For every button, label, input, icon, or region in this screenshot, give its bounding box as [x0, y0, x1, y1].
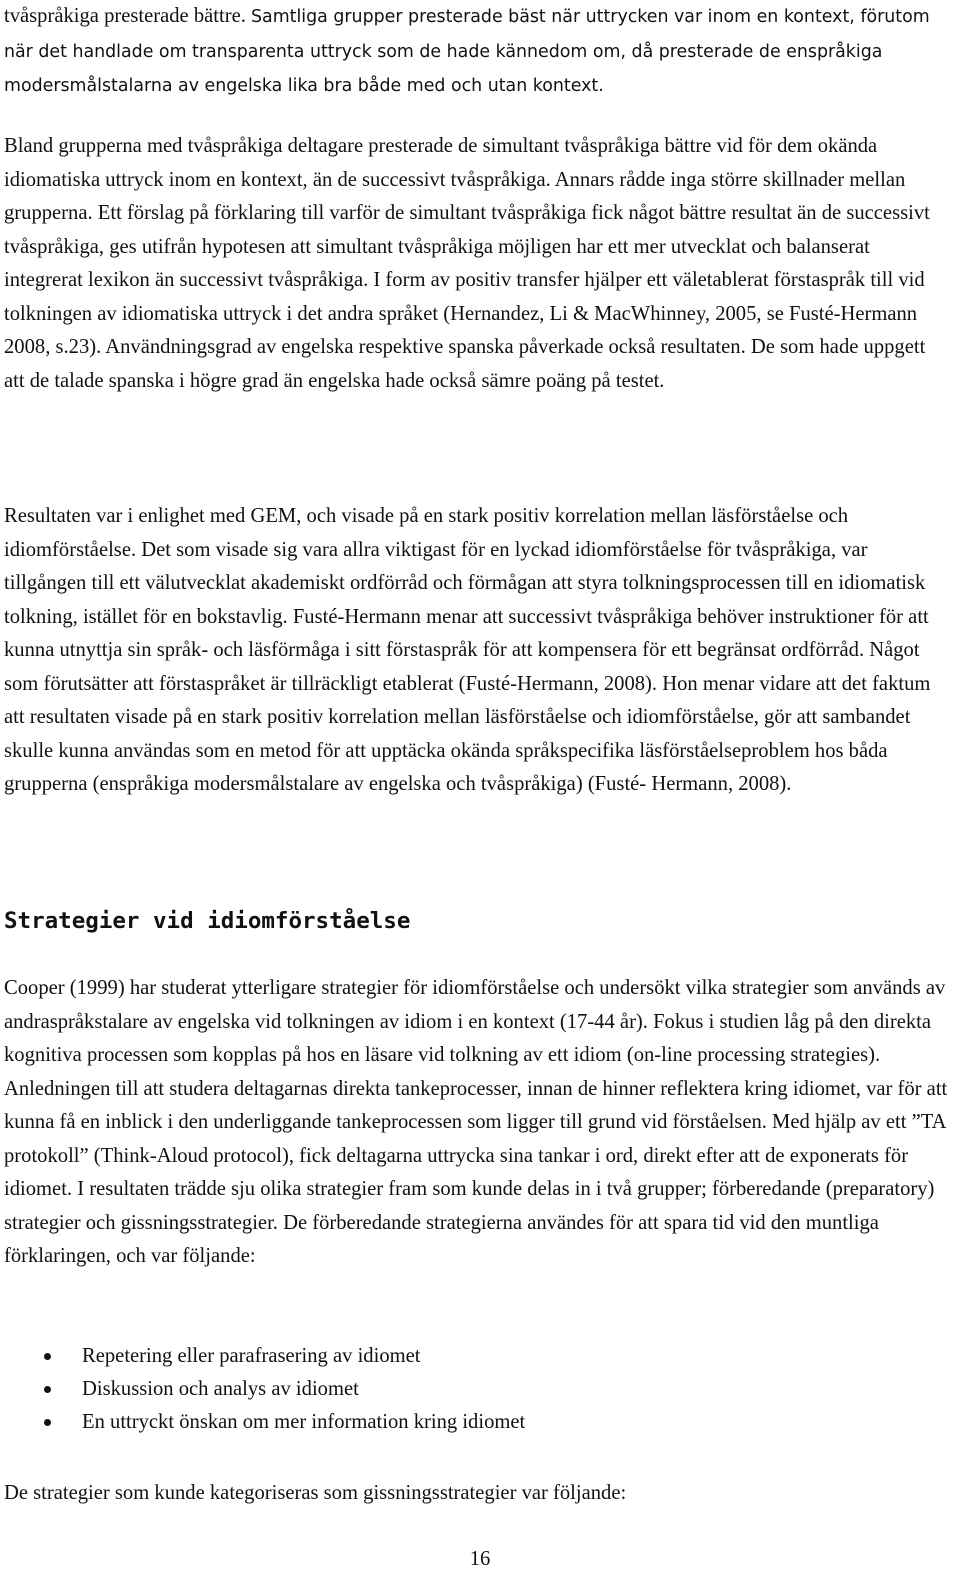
paragraph-guessing-strategies: De strategier som kunde kategoriseras som gissningsstrategier var följande:	[4, 1482, 627, 1504]
paragraph-cooper-study: Cooper (1999) har studerat ytterligare strategier för idiomförståelse och undersökt vilka strategier som används av andraspråkstalare av engelska vid tolkningen av idiom i en kontext (17-44 år). Fokus i studien låg på den direkta kognitiva processen som kopplas på hos en läsare vid tolkning av ett idiom (on-line processing strategies). Anledningen till att studera deltagarnas direkta tankeprocesser, innan de hinner reflektera kring idiomet, var för att kunna få en inblick i den underliggande tankeprocessen som ligger till grund vid förståelsen. Med hjälp av ett ”TA protokoll” (Think-Aloud protocol), fick deltagarna uttrycka sina tankar i ord, direkt efter att de exponerats för idiomet. I resultaten trädde sju olika strategier fram som kunde delas in i två grupper; förberedande (preparatory) strategier och gissningsstrategier. De förberedande strategierna användes för att spara tid vid den muntliga förklaringen, och var följande:	[4, 977, 948, 1267]
paragraph-continuation: tvåspråkiga presterade bättre.	[4, 5, 252, 27]
paragraph-gem-results: Resultaten var i enlighet med GEM, och visade på en stark positiv korrelation mellan läsförståelse och idiomförståelse. Det som visade sig vara allra viktigast för en lyckad idiomförståelse för tvåspråkiga, var tillgången till ett välutvecklat akademiskt ordförråd och förmågan att styra tolkningsprocessen till en idiomatisk tolkning, istället för en bokstavlig. Fusté-Hermann menar att successivt tvåspråkiga behöver instruktioner för att kunna utnyttja sin språk- och läsförmåga i sitt förstaspråk för att kompensera för ett begränsat ordförråd. Något som förutsätter att förstaspråket är tillräckligt etablerat (Fusté-Hermann, 2008). Hon menar vidare att det faktum att resultaten visade på en stark positiv korrelation mellan läsförståelse och idiomförståelse, gör att sambandet skulle kunna användas som en metod för att upptäcka okända språkspecifika läsförståelseproblem hos båda grupperna (enspråkiga modersmålstalare av engelska och tvåspråkiga) (Fusté- Hermann, 2008).	[4, 505, 931, 795]
list-item-text: En uttryckt önskan om mer information kring idiomet	[82, 1411, 526, 1433]
list-item	[4, 1373, 904, 1406]
paragraph-bilingual-groups: Bland grupperna med tvåspråkiga deltagare presterade de simultant tvåspråkiga bättre vid för dem okända idiomatiska uttryck inom en kontext, än de successivt tvåspråkiga. Annars rådde inga större skillnader mellan grupperna. Ett förslag på förklaring till varför de simultant tvåspråkiga fick något bättre resultat än de successivt tvåspråkiga, ges utifrån hypotesen att simultant tvåspråkiga möjligen har ett mer utvecklat och balanserat integrerat lexikon än successivt tvåspråkiga. I form av positiv transfer hjälper ett väletablerat förstaspråk till vid tolkningen av idiomatiska uttryck i det andra språket (Hernandez, Li & MacWhinney, 2005, se Fusté-Hermann 2008, s.23). Användningsgrad av engelska respektive spanska påverkade också resultaten. De som hade uppgett att de talade spanska i högre grad än engelska hade också sämre poäng på testet.	[4, 135, 930, 392]
page-number: 16	[469, 1548, 491, 1570]
strategy-bullet-list	[4, 1340, 904, 1439]
list-item-text: Diskussion och analys av idiomet	[82, 1378, 359, 1400]
list-item	[4, 1406, 904, 1439]
list-item-text: Repetering eller parafrasering av idiomet	[82, 1345, 421, 1367]
list-item	[4, 1340, 904, 1373]
bullet-icon	[44, 1419, 51, 1426]
bullet-icon	[44, 1353, 51, 1360]
paragraph-results-summary	[4, 0, 949, 104]
paragraph-sans-text: Samtliga grupper presterade bäst när uttrycken var inom en kontext, förutom när det handlade om transparenta uttryck som de hade kännedom om, då presterade de enspråkiga modersmålstalarna av engelska lika bra både med och utan kontext.	[4, 7, 930, 96]
section-heading: Strategier vid idiomförståelse	[4, 908, 411, 934]
bullet-icon	[44, 1386, 51, 1393]
